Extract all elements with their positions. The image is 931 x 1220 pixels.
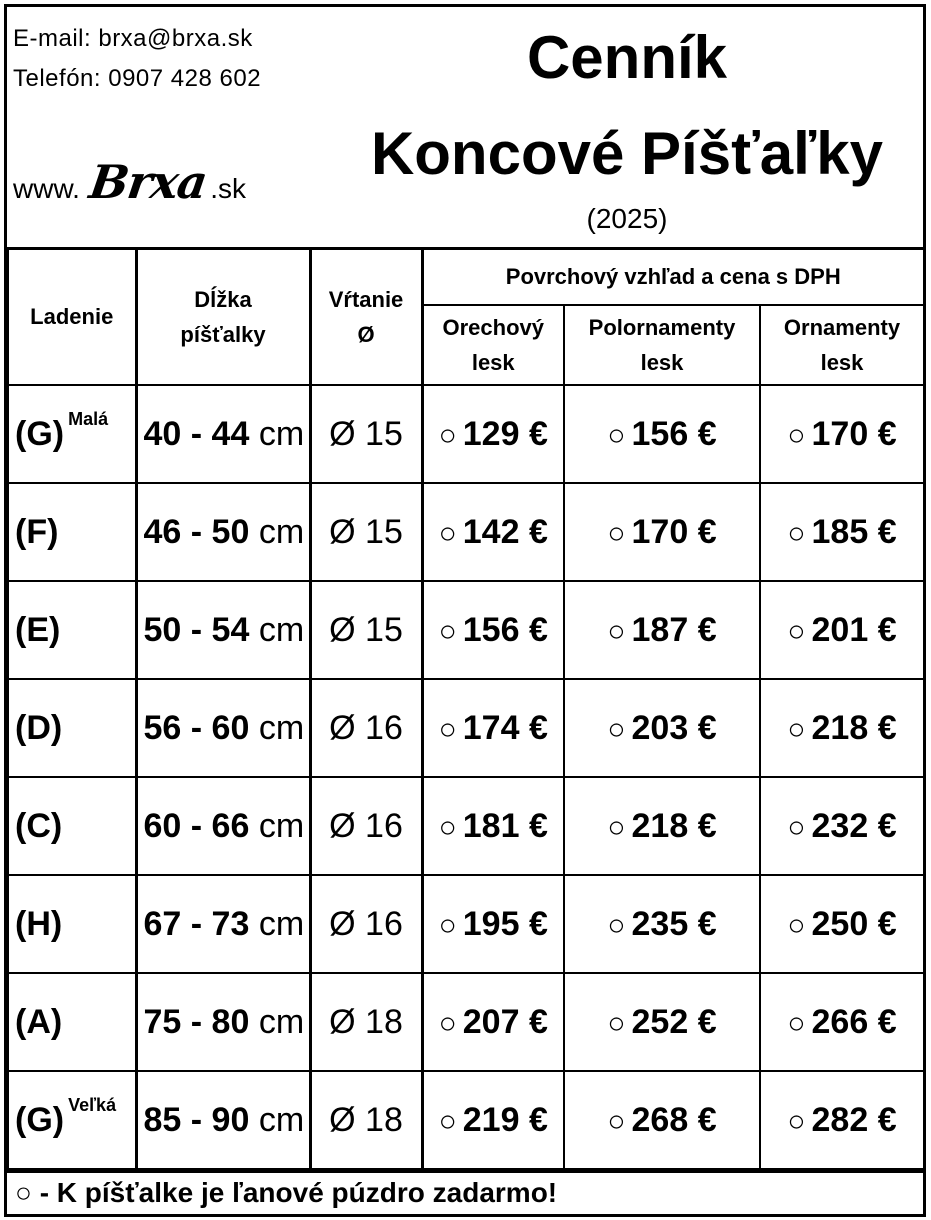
- header-ornamenty-line2: lesk: [820, 350, 864, 375]
- table-row: [8, 679, 924, 777]
- table-row: [8, 385, 924, 483]
- price-value: 268 €: [631, 1100, 717, 1139]
- bore-cell: Ø 16: [310, 875, 422, 973]
- length-unit: cm: [258, 904, 305, 943]
- length-unit: cm: [258, 1100, 305, 1139]
- header-orechovy: [422, 305, 564, 385]
- tuning-cell: [8, 581, 136, 679]
- phone-text: Telefón: 0907 428 602: [13, 65, 262, 92]
- price-value: 156 €: [462, 610, 548, 649]
- header-orechovy-line1: Orechový: [442, 314, 544, 340]
- price-value: 219 €: [462, 1100, 548, 1139]
- header-dlzka-line2: píšťalky: [180, 322, 266, 347]
- length-cell: [136, 777, 310, 875]
- price-value: 170 €: [631, 512, 717, 551]
- tuning-cell: [8, 483, 136, 581]
- tuning-cell: [8, 777, 136, 875]
- tuning-label: (C): [15, 806, 63, 845]
- header-ornamenty: [760, 305, 924, 385]
- tuning-cell: [8, 1071, 136, 1169]
- bore-cell: Ø 15: [310, 581, 422, 679]
- header-polornamenty: [564, 305, 760, 385]
- price-ornamenty-cell: [760, 483, 924, 581]
- case-included-icon: ○: [787, 614, 806, 648]
- case-included-icon: ○: [438, 516, 457, 550]
- case-included-icon: ○: [607, 810, 626, 844]
- case-included-icon: ○: [438, 908, 457, 942]
- table-row: [8, 1071, 924, 1169]
- case-included-icon: ○: [438, 418, 457, 452]
- price-value: 142 €: [462, 512, 548, 551]
- length-cell: [136, 1071, 310, 1169]
- price-value: 156 €: [631, 414, 717, 453]
- price-value: 129 €: [462, 414, 548, 453]
- tuning-label: (D): [15, 708, 63, 747]
- price-orechovy-cell: [422, 581, 564, 679]
- table-row: [8, 581, 924, 679]
- price-ornamenty-cell: [760, 385, 924, 483]
- year-label: (2025): [586, 203, 668, 234]
- tuning-label: (G): [15, 1100, 65, 1139]
- header-group-finish: Povrchový vzhľad a cena s DPH: [422, 249, 924, 306]
- header-polornamenty-line2: lesk: [640, 350, 684, 375]
- email-text: E-mail: brxa@brxa.sk: [13, 25, 253, 52]
- header-orechovy-line2: lesk: [471, 350, 515, 375]
- length-value: 50 - 54: [143, 610, 250, 649]
- price-ornamenty-cell: [760, 581, 924, 679]
- header-vrtanie-line1: Vŕtanie: [328, 286, 404, 312]
- www-prefix: www.: [13, 173, 80, 204]
- length-cell: [136, 875, 310, 973]
- tuning-cell: [8, 385, 136, 483]
- case-included-icon: ○: [438, 1006, 457, 1040]
- tuning-label: (H): [15, 904, 63, 943]
- tuning-cell: [8, 679, 136, 777]
- price-orechovy-cell: [422, 483, 564, 581]
- price-polornamenty-cell: [564, 777, 760, 875]
- title-line2: Koncové Píšťaľky: [370, 120, 884, 187]
- price-ornamenty-cell: [760, 973, 924, 1071]
- length-unit: cm: [258, 610, 305, 649]
- brxa-logo: Brxa: [86, 155, 211, 209]
- case-included-icon: ○: [787, 810, 806, 844]
- price-value: 181 €: [462, 806, 548, 845]
- case-included-icon: ○: [787, 1006, 806, 1040]
- price-value: 232 €: [811, 806, 897, 845]
- title-line1: Cenník: [526, 24, 728, 91]
- length-cell: [136, 973, 310, 1071]
- price-polornamenty-cell: [564, 385, 760, 483]
- price-value: 218 €: [811, 708, 897, 747]
- price-value: 203 €: [631, 708, 717, 747]
- case-included-icon: ○: [787, 712, 806, 746]
- header-dlzka: [136, 249, 310, 386]
- price-value: 250 €: [811, 904, 897, 943]
- table-row: [8, 875, 924, 973]
- tuning-label: (G): [15, 414, 65, 453]
- case-included-icon: ○: [787, 908, 806, 942]
- length-value: 75 - 80: [143, 1002, 250, 1041]
- length-cell: [136, 581, 310, 679]
- price-orechovy-cell: [422, 973, 564, 1071]
- length-value: 56 - 60: [143, 708, 250, 747]
- price-value: 282 €: [811, 1100, 897, 1139]
- length-unit: cm: [258, 806, 305, 845]
- length-value: 60 - 66: [143, 806, 250, 845]
- bore-cell: Ø 15: [310, 385, 422, 483]
- price-rows: [8, 385, 924, 1169]
- tuning-cell: [8, 875, 136, 973]
- price-ornamenty-cell: [760, 679, 924, 777]
- price-value: 174 €: [462, 708, 548, 747]
- length-cell: [136, 385, 310, 483]
- header-ornamenty-line1: Ornamenty: [783, 314, 901, 340]
- price-polornamenty-cell: [564, 679, 760, 777]
- price-orechovy-cell: [422, 679, 564, 777]
- price-value: 187 €: [631, 610, 717, 649]
- length-unit: cm: [258, 708, 305, 747]
- header: [7, 7, 923, 247]
- price-orechovy-cell: [422, 1071, 564, 1169]
- length-cell: [136, 679, 310, 777]
- bore-cell: Ø 16: [310, 679, 422, 777]
- length-unit: cm: [258, 414, 305, 453]
- price-polornamenty-cell: [564, 483, 760, 581]
- case-included-icon: ○: [607, 1104, 626, 1138]
- header-dlzka-line1: Dĺžka: [194, 286, 252, 312]
- case-included-icon: ○: [438, 614, 457, 648]
- case-included-icon: ○: [607, 712, 626, 746]
- tuning-label: (A): [15, 1002, 63, 1041]
- footer-note: ○ - K píšťalke je ľanové púzdro zadarmo!: [7, 1170, 923, 1214]
- case-included-icon: ○: [607, 516, 626, 550]
- price-orechovy-cell: [422, 385, 564, 483]
- price-ornamenty-cell: [760, 777, 924, 875]
- length-unit: cm: [258, 1002, 305, 1041]
- bore-cell: Ø 16: [310, 777, 422, 875]
- case-included-icon: ○: [438, 712, 457, 746]
- price-ornamenty-cell: [760, 875, 924, 973]
- price-table: [7, 247, 925, 1170]
- price-ornamenty-cell: [760, 1071, 924, 1169]
- price-value: 235 €: [631, 904, 717, 943]
- price-value: 185 €: [811, 512, 897, 551]
- length-value: 85 - 90: [143, 1100, 250, 1139]
- price-orechovy-cell: [422, 777, 564, 875]
- case-included-icon: ○: [607, 1006, 626, 1040]
- price-polornamenty-cell: [564, 581, 760, 679]
- bore-cell: Ø 18: [310, 1071, 422, 1169]
- case-included-icon: ○: [787, 516, 806, 550]
- case-included-icon: ○: [607, 614, 626, 648]
- price-polornamenty-cell: [564, 973, 760, 1071]
- tuning-cell: [8, 973, 136, 1071]
- price-orechovy-cell: [422, 875, 564, 973]
- case-included-icon: ○: [607, 908, 626, 942]
- case-included-icon: ○: [787, 1104, 806, 1138]
- length-unit: cm: [258, 512, 305, 551]
- table-row: [8, 777, 924, 875]
- table-row: [8, 483, 924, 581]
- price-value: 195 €: [462, 904, 548, 943]
- length-value: 46 - 50: [143, 512, 250, 551]
- case-included-icon: ○: [787, 418, 806, 452]
- length-value: 40 - 44: [143, 414, 250, 453]
- header-vrtanie-line2: Ø: [357, 322, 375, 347]
- header-ladenie: Ladenie: [8, 249, 136, 386]
- www-suffix: .sk: [210, 173, 247, 204]
- table-row: [8, 973, 924, 1071]
- case-included-icon: ○: [438, 1104, 457, 1138]
- price-polornamenty-cell: [564, 1071, 760, 1169]
- price-value: 266 €: [811, 1002, 897, 1041]
- website-line: [13, 155, 246, 209]
- header-vrtanie: [310, 249, 422, 386]
- tuning-label: (F): [15, 512, 59, 551]
- tuning-size-label: Malá: [68, 408, 109, 429]
- price-value: 170 €: [811, 414, 897, 453]
- tuning-label: (E): [15, 610, 61, 649]
- price-list-sheet: [4, 4, 926, 1217]
- price-value: 218 €: [631, 806, 717, 845]
- length-cell: [136, 483, 310, 581]
- length-value: 67 - 73: [143, 904, 250, 943]
- price-value: 201 €: [811, 610, 897, 649]
- bore-cell: Ø 15: [310, 483, 422, 581]
- tuning-size-label: Veľká: [68, 1094, 117, 1115]
- bore-cell: Ø 18: [310, 973, 422, 1071]
- price-value: 252 €: [631, 1002, 717, 1041]
- price-polornamenty-cell: [564, 875, 760, 973]
- case-included-icon: ○: [438, 810, 457, 844]
- case-included-icon: ○: [607, 418, 626, 452]
- price-value: 207 €: [462, 1002, 548, 1041]
- header-polornamenty-line1: Polornamenty: [588, 314, 736, 340]
